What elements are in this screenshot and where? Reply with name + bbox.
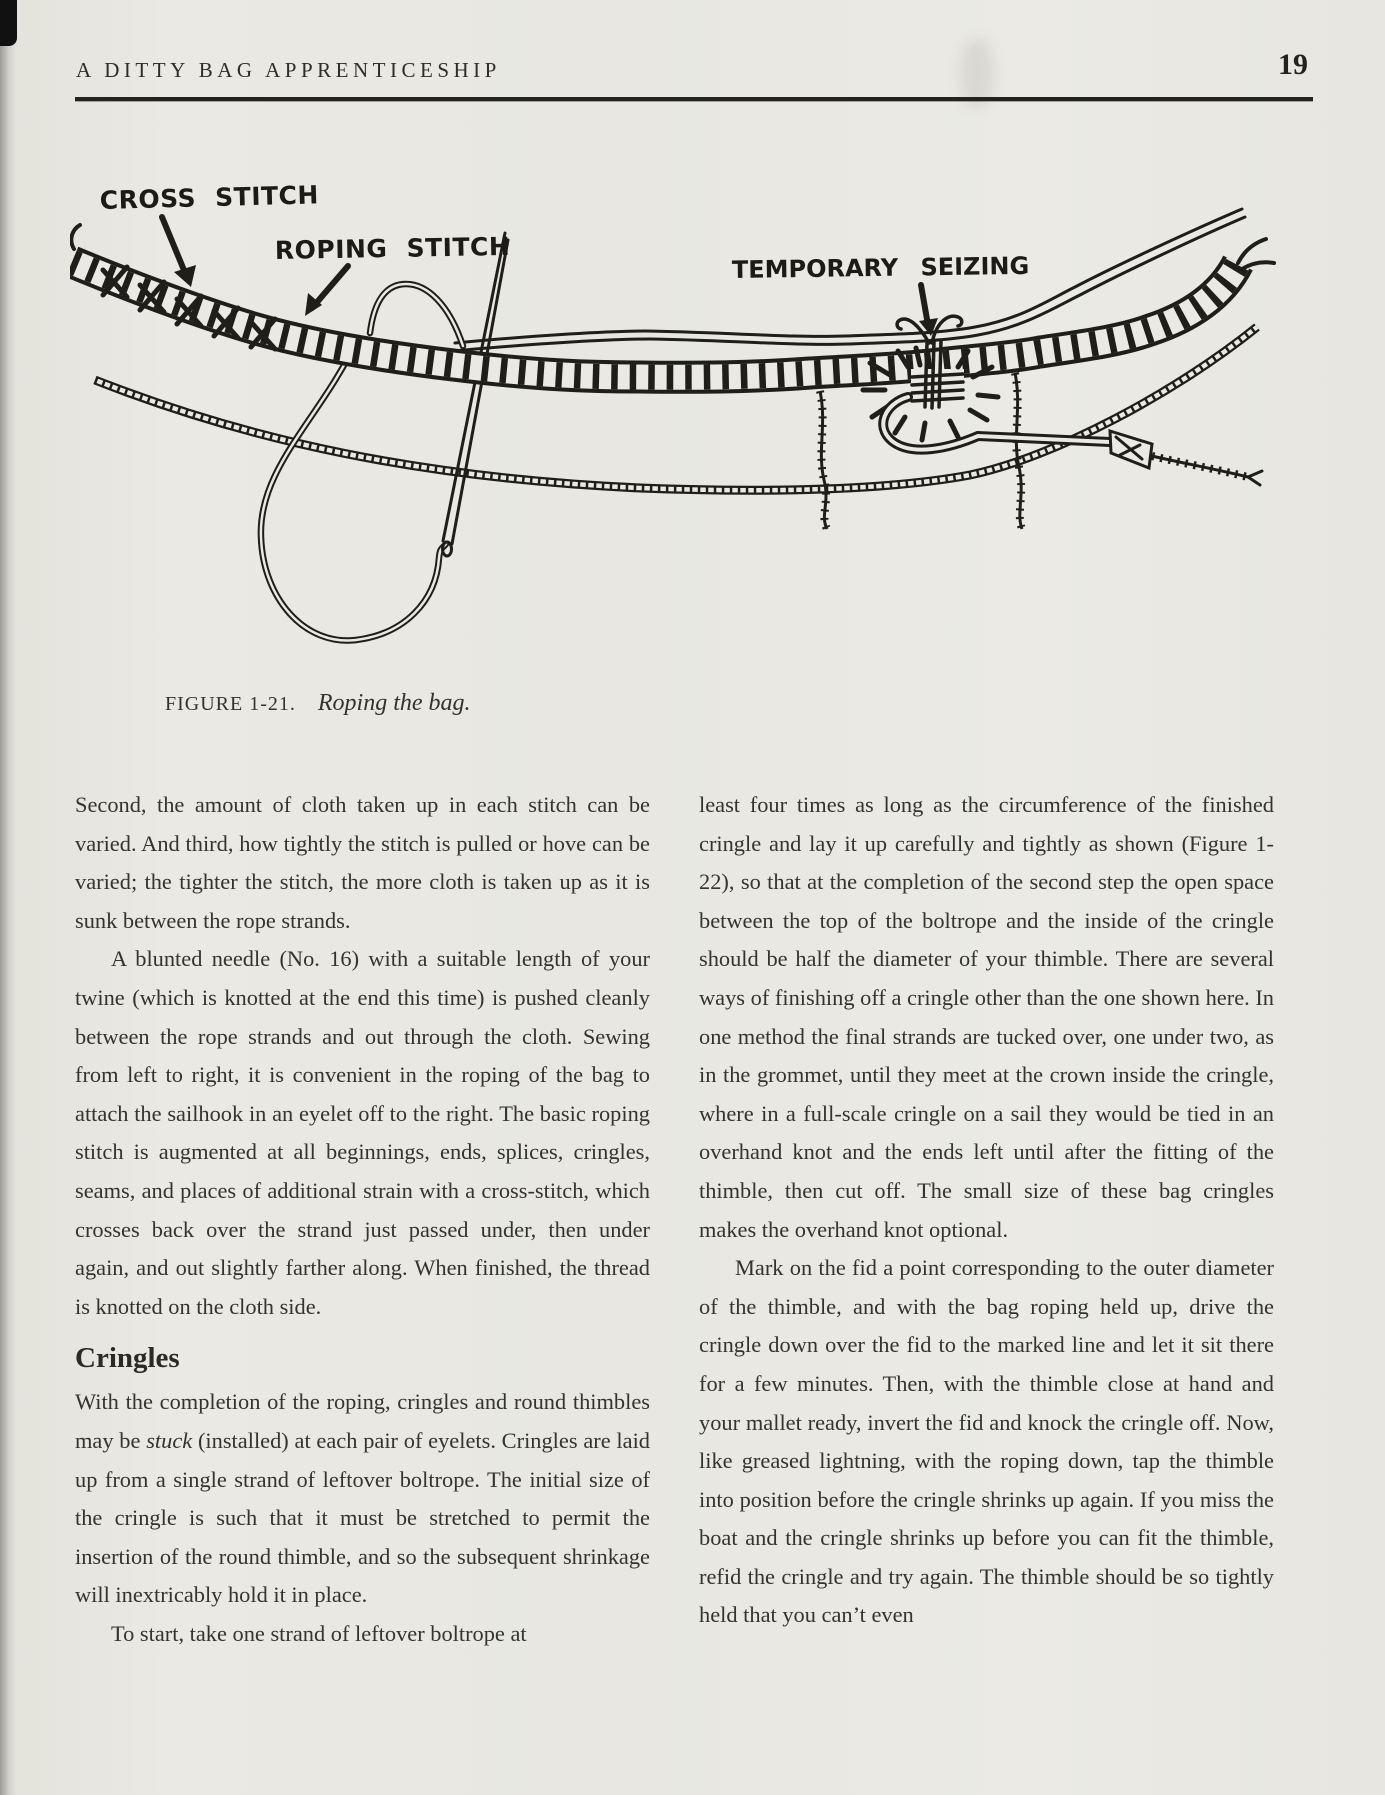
figure-caption [165, 690, 471, 717]
left-text-column [75, 786, 650, 1653]
binding-shadow [0, 0, 16, 1795]
body-paragraph: To start, take one strand of leftover boltrope at [111, 1620, 527, 1646]
figure-caption-text: Roping the bag. [317, 690, 471, 716]
running-header-title: A DITTY BAG APPRENTICESHIP [76, 58, 501, 82]
body-paragraph: With the completion of the roping, cringles and round thimbles may be stuck (installed) at each pair of eyelets. Cringles are laid up from a single strand of leftover boltrope. The initial size of the cringle is such that it must be stretched to permit the insertion of the round thimble, and so the subsequent shrinkage will inextricably hold it in place. [75, 1389, 650, 1608]
body-paragraph: Second, the amount of cloth taken up in each stitch can be varied. And third, how tightly the stitch is pulled or hove can be varied; the tighter the stitch, the more cloth is taken up as it is sunk between the rope strands. [75, 792, 650, 933]
section-heading: Cringles [75, 1342, 180, 1375]
body-paragraph: least four times as long as the circumference of the finished cringle and lay it up carefully and tightly as shown (Figure 1-22), so that at the completion of the second step the open space between the top of the boltrope and the inside of the cringle should be half the diameter of your thimble. There are several ways of finishing off a cringle other than the one shown here. In one method the final strands are tucked over, one under two, as in the grommet, until they meet at the crown inside the cringle, where in a full-scale cringle on a sail they would be tied in an overhand knot and the ends left until after the fitting of the thimble, then cut off. The small size of these bag cringles makes the overhand knot optional. [699, 792, 1274, 1242]
figure-caption-label: FIGURE 1-21. [165, 693, 296, 715]
body-paragraph: A blunted needle (No. 16) with a suitable length of your twine (which is knotted at the end this time) is pushed cleanly between the rope strands and out through the cloth. Sewing from left to right, it is convenient in the roping of the bag to attach the sailhook in an eyelet off to the right. The basic roping stitch is augmented at all beginnings, ends, splices, cringles, seams, and places of additional strain with a cross-stitch, which crosses back over the strand just passed under, then under again, and out slightly farther along. When finished, the thread is knotted on the cloth side. [75, 946, 650, 1319]
scan-corner-mark [0, 0, 17, 46]
right-text-column [699, 786, 1274, 1635]
boltrope [72, 262, 1238, 377]
roping-stitch-label: ROPING STITCH [274, 231, 511, 265]
roping-stitch-arrow [305, 266, 348, 316]
figure-1-21 [70, 145, 1370, 665]
header-rule [75, 97, 1313, 101]
sail-needle [443, 233, 509, 556]
body-paragraph: Mark on the fid a point corresponding to the outer diameter of the thimble, and with the bag roping held up, drive the cringle down over the fid to the marked line and let it sit there for a few minutes. Then, with the thimble close at hand and your mallet ready, invert the fid and knock the cringle off. Now, like greased lightning, with the roping down, tap the thimble into position before the cringle shrinks up again. If you miss the boat and the cringle shrinks up before you can fit the thimble, refid the cringle and try again. The thimble should be so tightly held that you can’t even [699, 1255, 1274, 1628]
cross-stitch-label: CROSS STITCH [99, 180, 320, 215]
page-number: 19 [1278, 48, 1308, 81]
temporary-seizing-label: TEMPORARY SEIZING [731, 251, 1030, 284]
sailhook [883, 397, 1262, 485]
cross-stitch-arrow [162, 217, 196, 287]
roping-the-bag-illustration [70, 145, 1370, 665]
